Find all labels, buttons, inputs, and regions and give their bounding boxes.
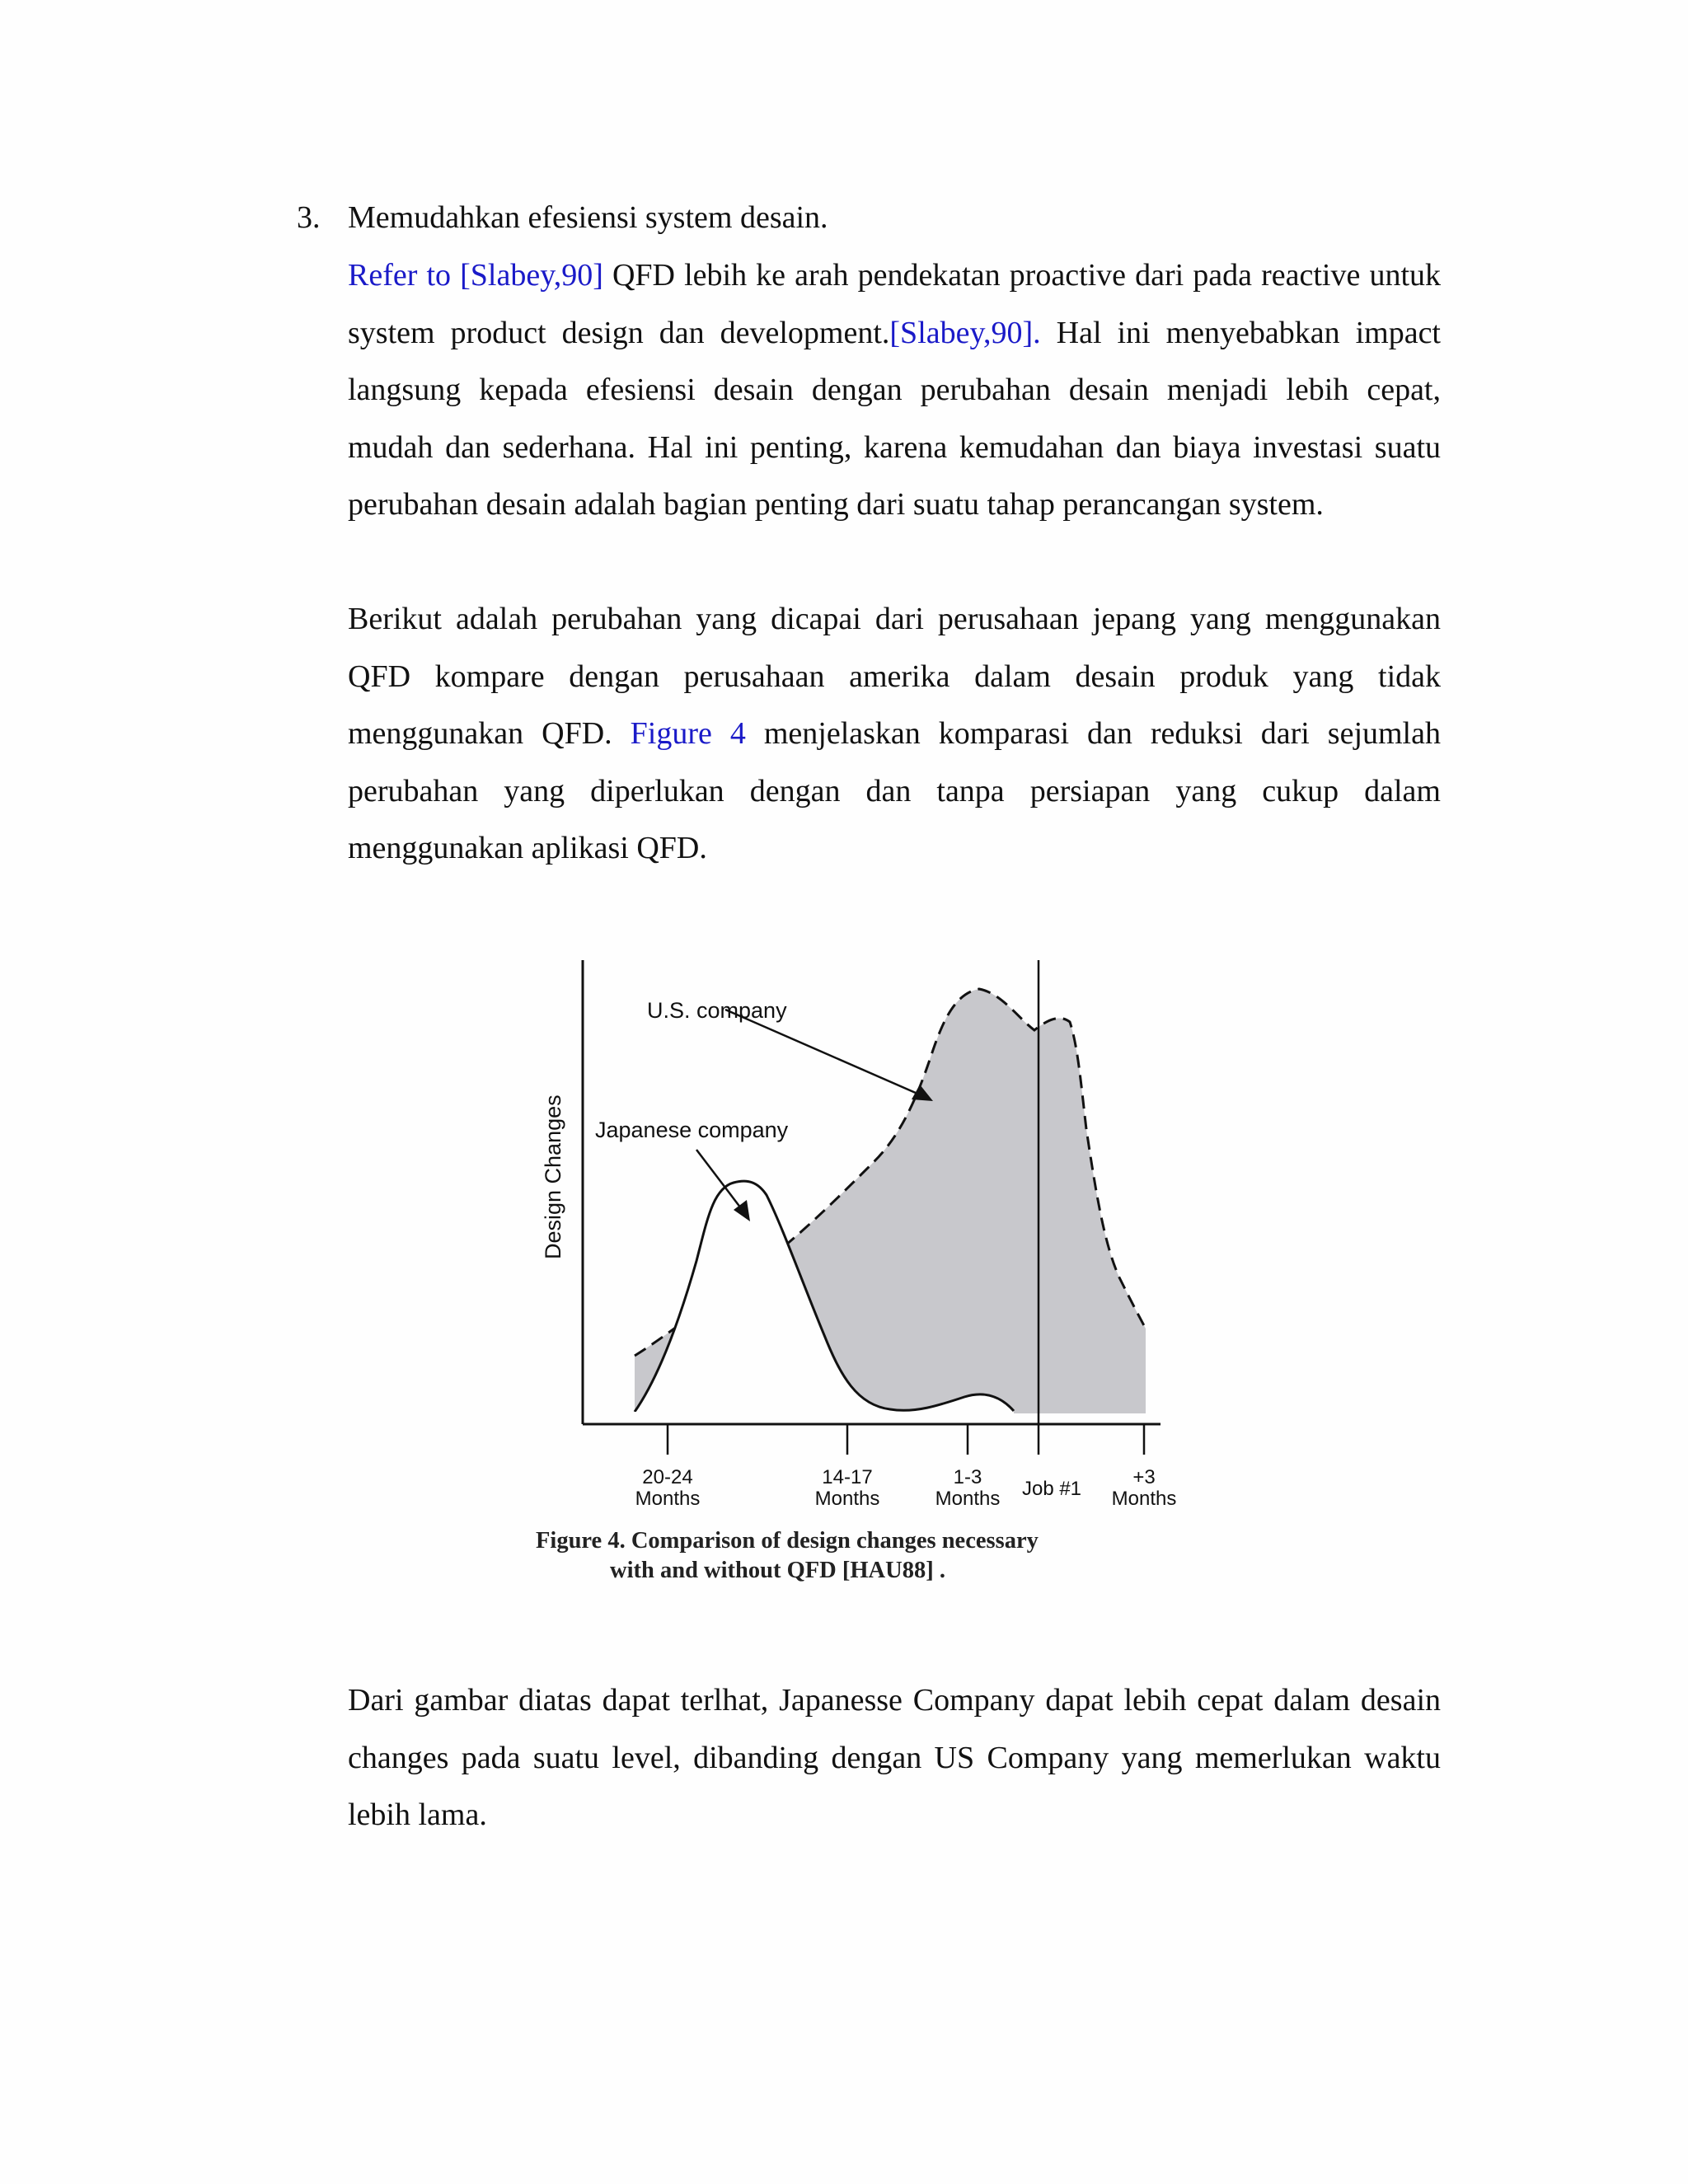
tick-label: Job #1 <box>1021 1478 1082 1500</box>
paragraph-text: Berikut adalah perubahan yang dicapai dari perusahaan jepang yang menggunakan QFD kompare dengan perusahaan amerika dalam desain produk yang tidak menggunakan QFD. <box>348 602 1441 751</box>
design-changes-chart <box>528 948 1187 1599</box>
tick-label: 14-17 <box>822 1466 873 1488</box>
list-item-title: Memudahkan efesiensi system desain. <box>348 200 828 235</box>
tick-label: Months <box>814 1488 880 1510</box>
us-company-label: U.S. company <box>647 998 787 1023</box>
citation-link-slabey[interactable]: Refer to [Slabey,90] <box>348 258 603 293</box>
paragraph-refer-slabey <box>348 247 1441 534</box>
paragraph-text: menjelaskan komparasi dan reduksi dari sejumlah perubahan yang diperlukan dengan dan tanpa persiapan yang cukup dalam menggunakan aplikasi QFD. <box>348 716 1441 865</box>
tick-label: 20-24 <box>642 1466 693 1488</box>
paragraph-berikut <box>348 591 1441 878</box>
tick-label: +3 <box>1132 1466 1156 1488</box>
paragraph-text: QFD lebih ke arah pendekatan proactive dari pada reactive untuk system product design dan development. <box>348 258 1441 350</box>
figure-4-link[interactable]: Figure 4 <box>630 716 746 751</box>
paragraph-conclusion: Dari gambar diatas dapat terlhat, Japanesse Company dapat lebih cepat dalam desain changes pada suatu level, dibanding dengan US Company yang memerlukan waktu lebih lama. <box>348 1683 1441 1832</box>
figure-caption <box>536 1526 1195 1586</box>
japanese-company-label: Japanese company <box>595 1118 789 1142</box>
tick-label: Months <box>1111 1488 1177 1510</box>
tick-label: Months <box>935 1488 1001 1510</box>
y-axis-label: Design Changes <box>541 1094 565 1259</box>
tick-label: Months <box>635 1488 701 1510</box>
list-item-number: 3. <box>297 200 321 235</box>
caption-line-2: with and without QFD [HAU88] . <box>610 1558 945 1583</box>
citation-link-slabey-2[interactable]: [Slabey,90]. <box>889 315 1041 350</box>
tick-label: 1-3 <box>953 1466 982 1488</box>
caption-line-1: Figure 4. Comparison of design changes necessary <box>536 1528 1039 1554</box>
paragraph-text: Hal ini menyebabkan impact langsung kepada efesiensi desain dengan perubahan desain menjadi lebih cepat, mudah dan sederhana. Hal ini penting, karena kemudahan dan biaya investasi suatu perubahan desain adalah bagian penting dari suatu tahap perancangan system. <box>348 315 1441 522</box>
